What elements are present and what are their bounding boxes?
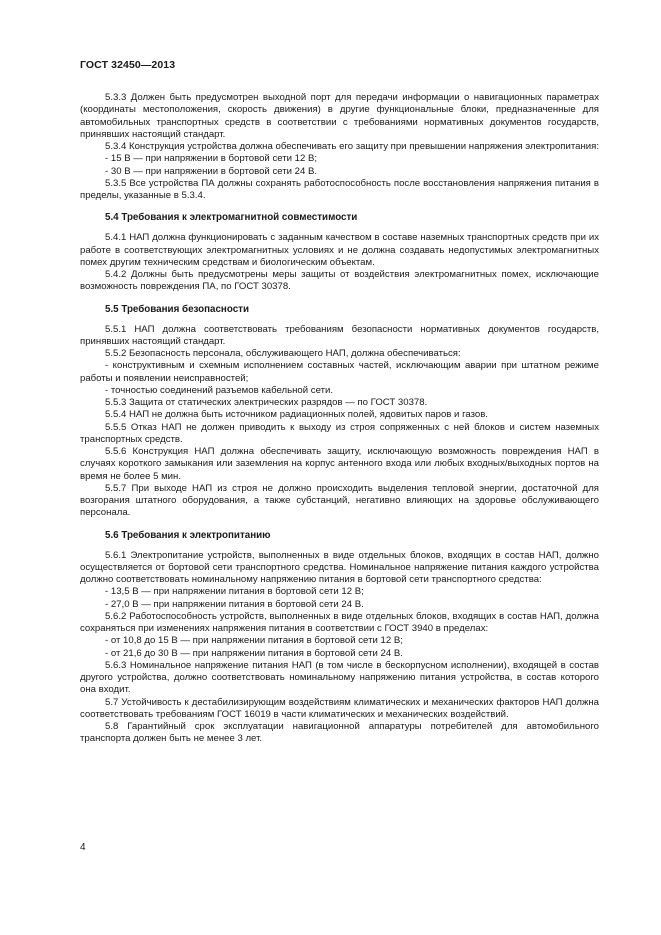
paragraph-5-6-3: 5.6.3 Номинальное напряжение питания НАП (в том числе в бескорпусном исполнении), входящей в состав другого устройства, должно соответствовать номинальному напряжению питания устройства, в состав которого она входит. (80, 659, 599, 696)
paragraph-5-5-3: 5.5.3 Защита от статических электрических разрядов — по ГОСТ 30378. (105, 397, 428, 408)
list-item: - от 21,6 до 30 В — при напряжении питания в бортовой сети 24 В. (105, 647, 403, 659)
paragraph-5-5-4: 5.5.4 НАП не должна быть источником радиационных полей, ядовитых паров и газов. (105, 409, 488, 421)
paragraph-5-5-6: 5.5.6 Конструкция НАП должна обеспечивать защиту, исключающую возможность повреждения НАП в случаях короткого замыкания или заземления на корпус антенного входа или любых входных/выходных портов на время не более 5 мин. (80, 446, 599, 482)
list-item: - 30 В — при напряжении в бортовой сети 24 В. (105, 165, 318, 177)
paragraph-5-6-1: 5.6.1 Электропитание устройств, выполненных в виде отдельных блоков, входящих в состав НАП, должно осуществляется от бортовой сети транспортного средства. Номинальное напряжение питания каждого устройства должно соответствовать номинальному напряжению питания в бортовой сети транспортного средства: (80, 549, 599, 585)
section-heading-5-6: 5.6 Требования к электропитанию (105, 529, 271, 541)
list-item: - 13,5 В — при напряжении питания в бортовой сети 12 В; (105, 586, 364, 598)
paragraph-5-3-5: 5.3.5 Все устройства ПА должны сохранять работоспособность после восстановления напряжения питания в пределы, указанные в 5.3.4. (80, 177, 599, 201)
paragraph-5-8: 5.8 Гарантийный срок эксплуатации навигационной аппаратуры потребителей для автомобильного транспорта должен быть не менее 3 лет. (80, 721, 599, 745)
paragraph-5-4-2: 5.4.2 Должны быть предусмотрены меры защиты от воздействия электромагнитных помех, исключающие возможность повреждения ПА, по ГОСТ 30378. (80, 269, 599, 293)
list-item: - от 10,8 до 15 В — при напряжении питания в бортовой сети 12 В; (105, 635, 403, 647)
section-heading-5-5: 5.5 Требования безопасности (105, 303, 249, 315)
paragraph-5-7: 5.7 Устойчивость к дестабилизирующим воздействиям климатических и механических факторов НАП должна соответствовать требованиям ГОСТ 16019 в части климатических и механических воздействий. (80, 696, 599, 720)
paragraph-5-5-2: 5.5.2 Безопасность персонала, обслуживающего НАП, должна обеспечиваться: (105, 348, 461, 359)
paragraph-5-3-3: 5.3.3 Должен быть предусмотрен выходной порт для передачи информации о навигационных параметрах (координаты местоположения, скорость движения) в другие функциональные блоки, предназначенные для автомобильных транспортных средств в соответствии с требованиями нормативных документов государств, принявших настоящий стандарт. (80, 92, 599, 140)
document-body (80, 92, 599, 746)
page-number: 4 (80, 842, 86, 853)
paragraph-5-3-4: 5.3.4 Конструкция устройства должна обеспечивать его защиту при превышении напряжения электропитания: (105, 141, 599, 152)
paragraph-5-5-5: 5.5.5 Отказ НАП не должен приводить к выходу из строя сопряженных с ней блоков и систем наземных транспортных средств. (80, 421, 599, 445)
list-item: - 27,0 В — при напряжении питания в бортовой сети 24 В. (105, 598, 364, 610)
section-heading-5-4: 5.4 Требования к электромагнитной совместимости (105, 212, 358, 224)
paragraph-5-5-1: 5.5.1 НАП должна соответствовать требованиям безопасности нормативных документов государств, принявших настоящий стандарт. (80, 323, 599, 347)
paragraph-5-6-2: 5.6.2 Работоспособность устройств, выполненных в виде отдельных блоков, входящих в состав НАП, должна сохраняться при изменениях напряжения питания в соответствии с ГОСТ 3940 в пределах: (80, 610, 599, 634)
list-item: - конструктивным и схемным исполнением составных частей, исключающим аварии при штатном режиме работы и появлении неисправностей; (80, 360, 599, 384)
paragraph-5-5-7: 5.5.7 При выходе НАП из строя не должно происходить выделения тепловой энергии, достаточной для возгорания штатного оборудования, а также субстанций, негативно влияющих на здоровье обслуживающего персонала. (80, 482, 599, 519)
list-item: - точностью соединений разъемов кабельной сети. (105, 384, 334, 396)
paragraph-5-4-1: 5.4.1 НАП должна функционировать с заданным качеством в составе наземных транспортных средств при их работе в соответствующих электромагнитных условиях и не должна создавать недопустимых электромагнитных помех другим техническим средствам и биологическим объектам. (80, 232, 599, 268)
document-header: ГОСТ 32450—2013 (80, 59, 176, 71)
list-item: - 15 В — при напряжении в бортовой сети 12 В; (105, 153, 318, 165)
